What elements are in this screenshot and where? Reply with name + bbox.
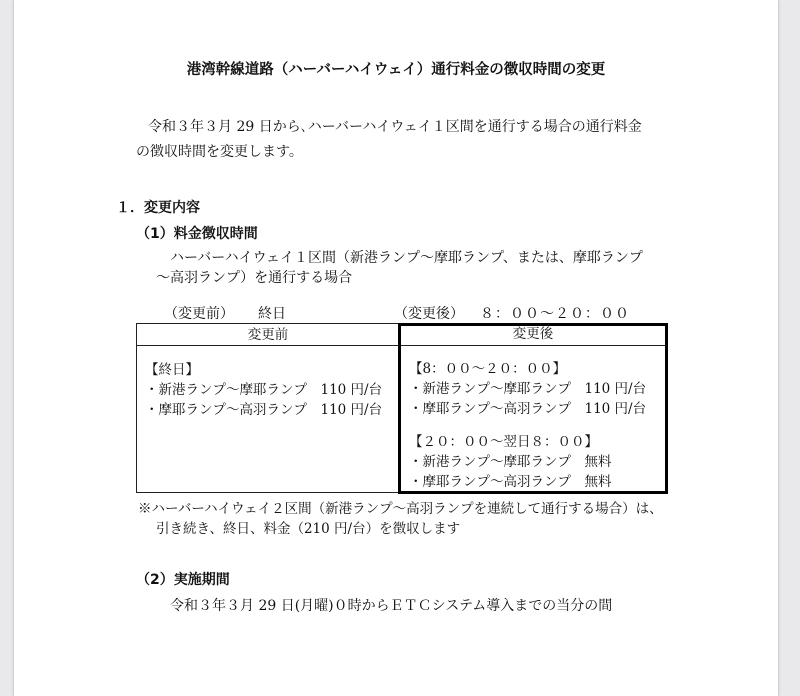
subsection-1-desc-line-2: ～高羽ランプ）を通行する場合: [156, 270, 353, 286]
subsection-1-heading: （1）料金徴収時間: [136, 226, 258, 242]
table-header-divider: [137, 345, 399, 346]
note-line-1: ※ハーバーハイウェイ２区間（新港ランプ～高羽ランプを連続して通行する場合）は、: [138, 501, 663, 517]
after-night-row-1: ・新港ランプ～摩耶ランプ 無料: [409, 454, 612, 470]
intro-line-2: の徴収時間を変更します。: [136, 144, 303, 160]
note-line-2: 引き続き、終日、料金（210 円/台）を徴収します: [156, 521, 461, 537]
table-header-before: 変更前: [247, 327, 289, 343]
summary-after-value: ８：００～２０：００: [480, 306, 630, 322]
summary-before-value: 終日: [258, 306, 286, 322]
document-title: 港湾幹線道路（ハーバーハイウェイ）通行料金の徴収時間の変更: [186, 62, 606, 78]
after-night-row-2: ・摩耶ランプ～高羽ランプ 無料: [409, 474, 612, 490]
document-page: [14, 0, 778, 696]
before-row-2: ・摩耶ランプ～高羽ランプ 110 円/台: [145, 402, 383, 418]
after-day-period: 【8：００～２０：００】: [409, 361, 567, 377]
before-row-1: ・新港ランプ～摩耶ランプ 110 円/台: [145, 382, 383, 398]
intro-line-1: 令和３年３月 29 日から､ハーバーハイウェイ１区間を通行する場合の通行料金: [148, 119, 642, 135]
before-period: 【終日】: [145, 362, 199, 378]
subsection-2-heading: （2）実施期間: [136, 572, 230, 588]
after-change-box: [398, 323, 668, 494]
summary-after-label: （変更後）: [394, 306, 464, 322]
table-header-after: 変更後: [512, 326, 554, 342]
after-header-divider: [401, 345, 665, 346]
subsection-1-desc-line-1: ハーバーハイウェイ１区間（新港ランプ～摩耶ランプ、または、摩耶ランプ: [170, 250, 643, 266]
after-day-row-1: ・新港ランプ～摩耶ランプ 110 円/台: [409, 381, 647, 397]
subsection-2-desc: 令和３年３月 29 日(月曜)０時からＥＴＣシステム導入までの当分の間: [170, 598, 613, 614]
after-day-row-2: ・摩耶ランプ～高羽ランプ 110 円/台: [409, 401, 647, 417]
section-1-heading: １．変更内容: [116, 200, 200, 216]
summary-before-label: （変更前）: [164, 306, 234, 322]
after-night-period: 【２０：００～翌日８：００】: [409, 434, 598, 450]
